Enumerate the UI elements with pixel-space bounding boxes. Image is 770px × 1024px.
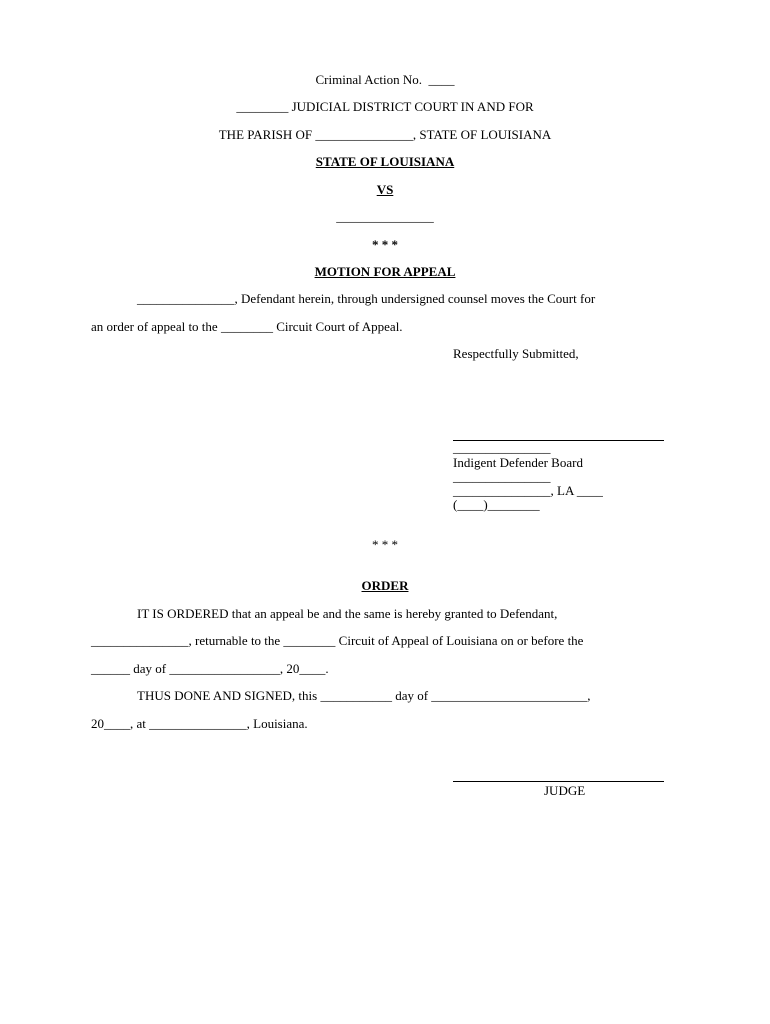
court-line: ________ JUDICIAL DISTRICT COURT IN AND FOR [236, 99, 534, 114]
city-state-line: _______________, LA ____ [453, 483, 603, 498]
respectfully-submitted: Respectfully Submitted, [453, 346, 579, 361]
order-paragraph-1-line-2: _______________, returnable to the ________ Circuit of Appeal of Louisiana on or before the [91, 633, 584, 648]
motion-title: MOTION FOR APPEAL [314, 264, 456, 279]
order-paragraph-2-line-1: THUS DONE AND SIGNED, this ___________ day of ________________________, [137, 688, 591, 703]
phone-line: (____)________ [453, 497, 540, 512]
separator-asterisks-2: * * * [372, 537, 398, 552]
versus-label: VS [376, 182, 394, 197]
order-title: ORDER [361, 578, 409, 593]
plaintiff-name: STATE OF LOUISIANA [315, 154, 455, 169]
order-paragraph-2-line-2: 20____, at _______________, Louisiana. [91, 716, 308, 731]
separator-asterisks: * * * [372, 237, 398, 252]
judge-signature-line [453, 781, 664, 782]
judge-label: JUDGE [544, 783, 586, 798]
address-blank: _______________ [453, 469, 551, 484]
criminal-action-number: Criminal Action No. ____ [315, 72, 455, 87]
order-paragraph-1-line-3: ______ day of _________________, 20____. [91, 661, 329, 676]
order-paragraph-1-line-1: IT IS ORDERED that an appeal be and the same is hereby granted to Defendant, [137, 606, 558, 621]
defendant-blank: _______________ [336, 209, 434, 224]
motion-paragraph-line-2: an order of appeal to the ________ Circuit Court of Appeal. [91, 319, 403, 334]
parish-line: THE PARISH OF _______________, STATE OF LOUISIANA [218, 127, 552, 142]
motion-paragraph-line-1: _______________, Defendant herein, through undersigned counsel moves the Court for [137, 291, 596, 306]
indigent-defender-board: Indigent Defender Board [453, 455, 583, 470]
counsel-name-blank: _______________ [453, 440, 551, 455]
